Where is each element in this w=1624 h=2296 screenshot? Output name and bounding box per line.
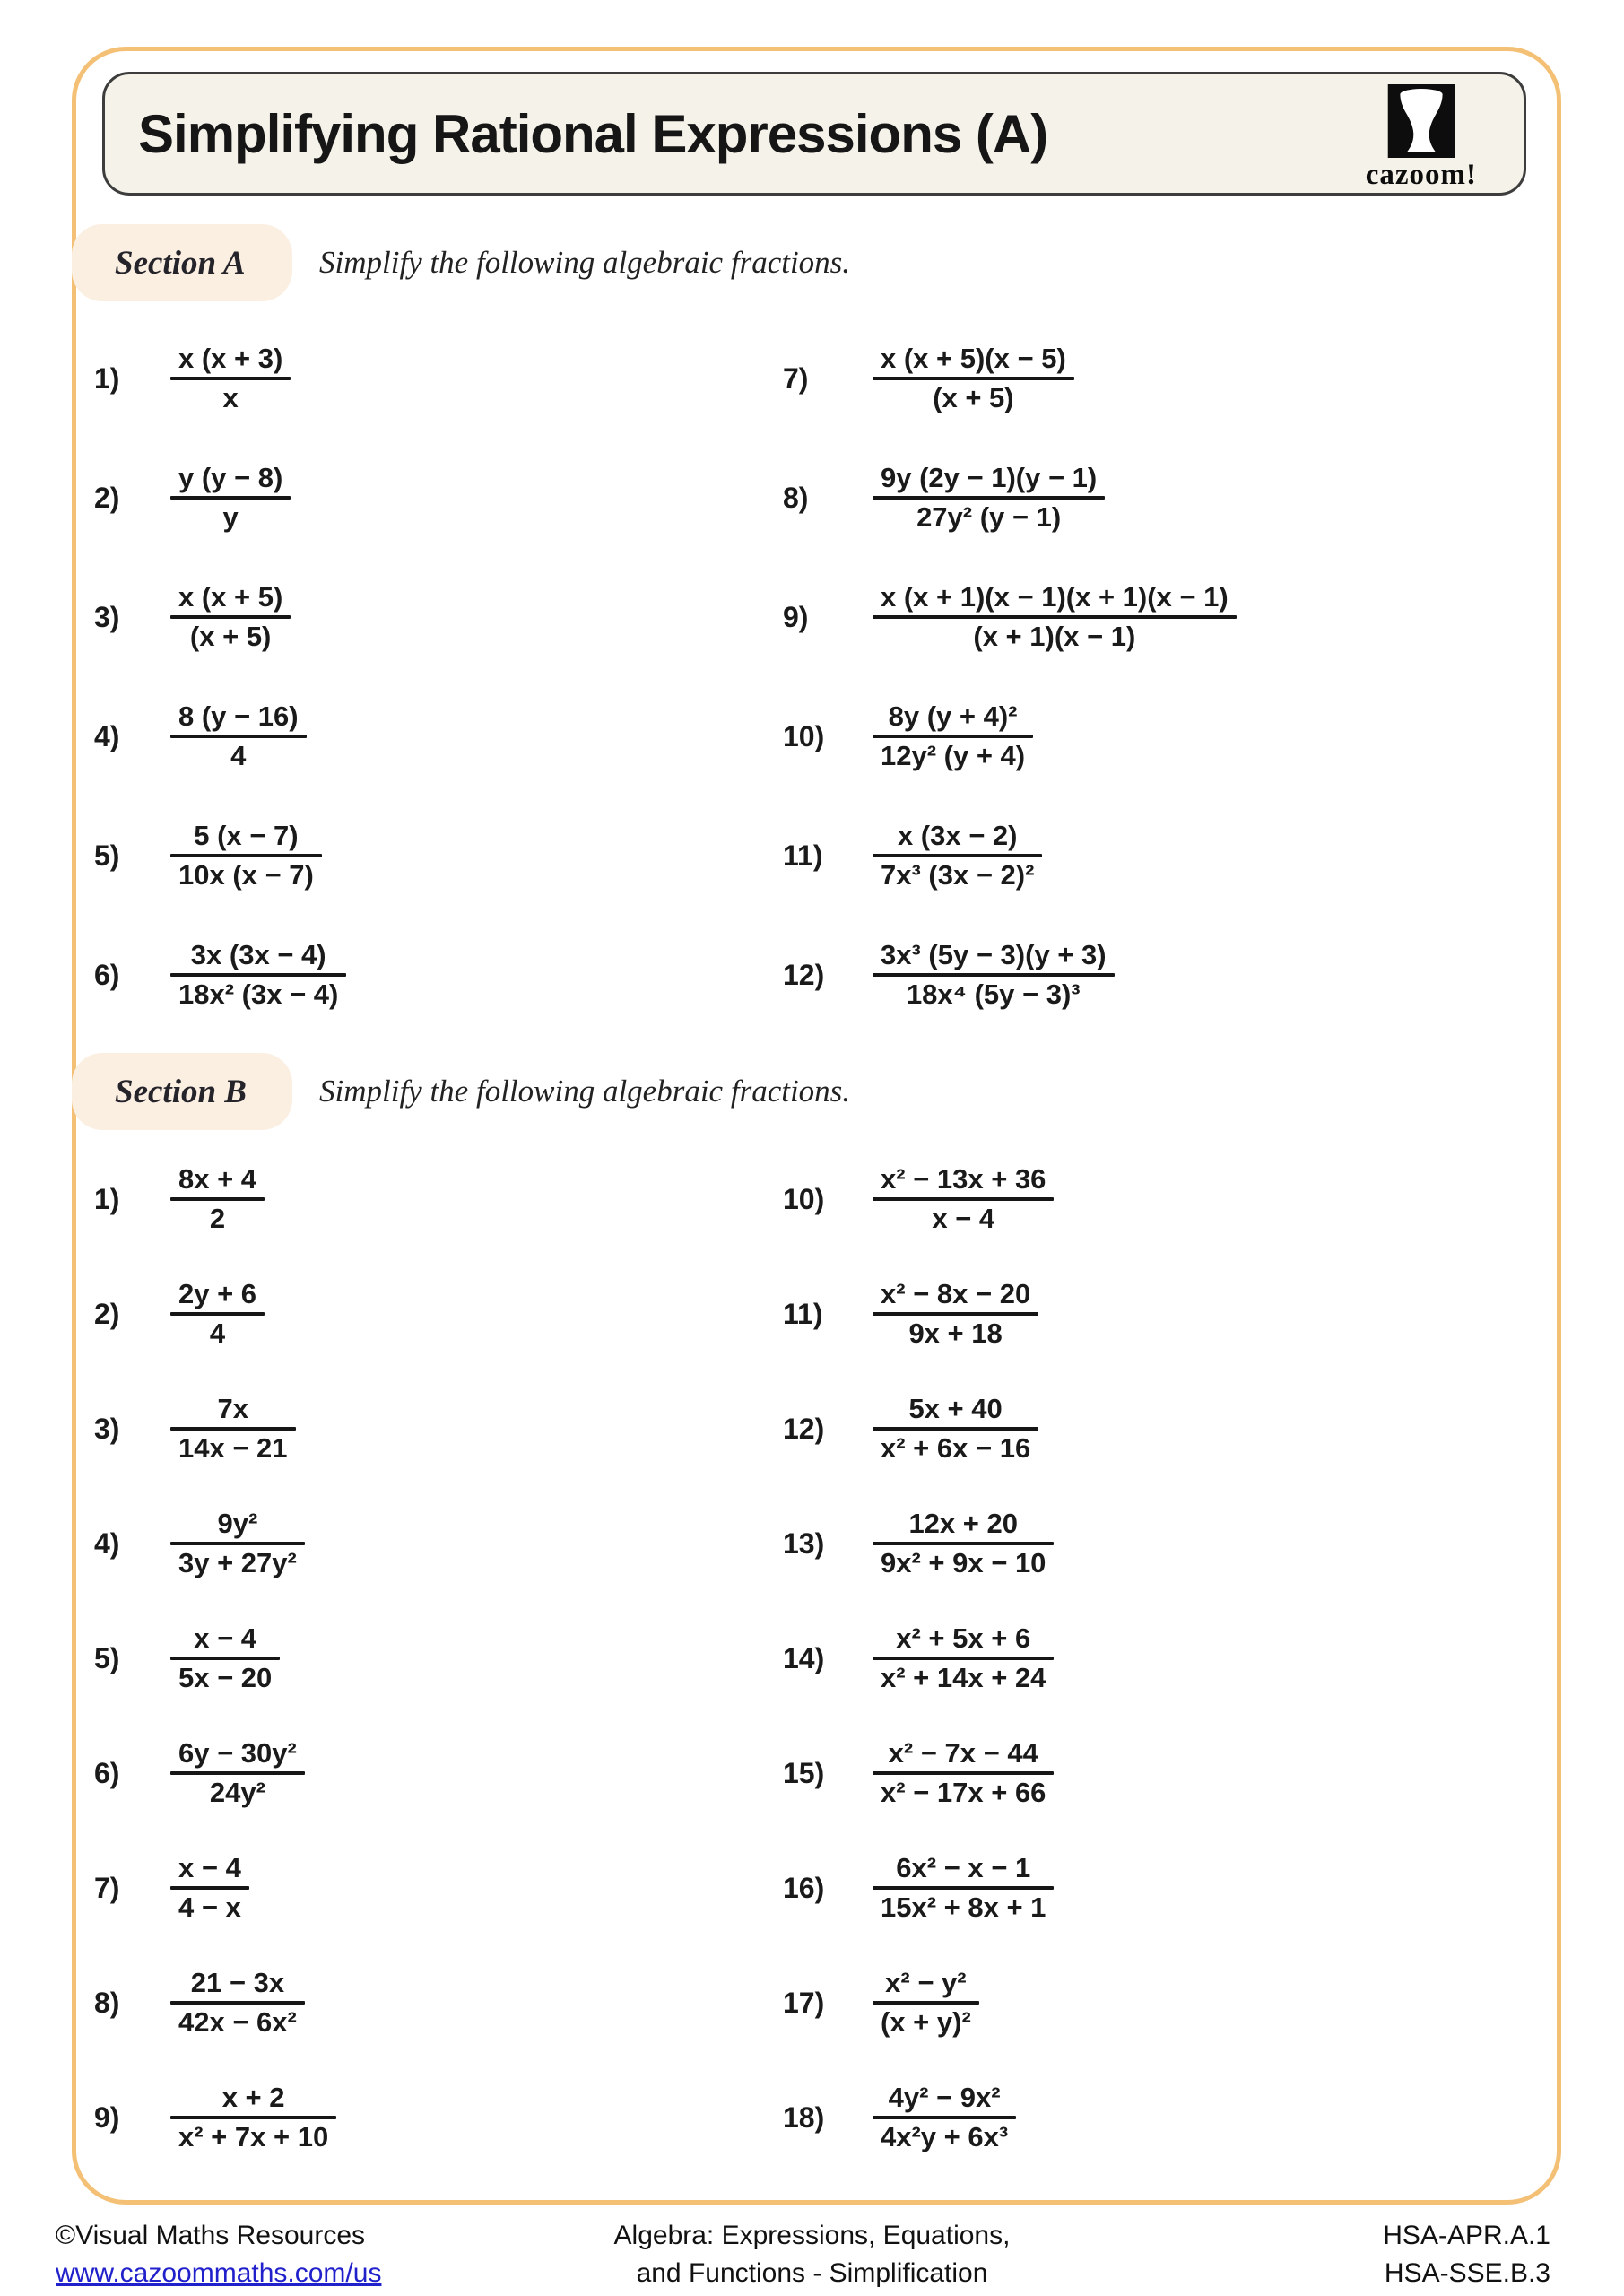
problem-number: 15) bbox=[783, 1756, 825, 1789]
problem-number: 1) bbox=[94, 361, 120, 395]
algebraic-fraction bbox=[873, 1161, 1054, 1237]
problem-row bbox=[783, 579, 1554, 655]
problem-row bbox=[94, 1391, 865, 1466]
fraction-numerator: 8x + 4 bbox=[178, 1163, 257, 1195]
problem-row bbox=[783, 818, 1554, 893]
problem-row bbox=[783, 699, 1554, 774]
standard-code-2: HSA-SSE.B.3 bbox=[1384, 2258, 1550, 2288]
fraction-denominator: 4x²y + 6x³ bbox=[881, 2121, 1009, 2152]
problem-row bbox=[783, 1621, 1554, 1696]
algebraic-fraction bbox=[170, 1391, 296, 1466]
fraction-denominator: x bbox=[222, 382, 239, 413]
fraction-denominator: (x + 5) bbox=[189, 621, 272, 652]
problem-number: 13) bbox=[783, 1526, 825, 1560]
section-a-header bbox=[72, 224, 850, 301]
problem-row bbox=[783, 2080, 1554, 2155]
fraction-denominator: 24y² bbox=[209, 1777, 265, 1808]
fraction-denominator: 27y² (y − 1) bbox=[916, 501, 1062, 533]
algebraic-fraction bbox=[873, 579, 1237, 655]
section-b-header bbox=[72, 1053, 850, 1130]
topic-line-1: Algebra: Expressions, Equations, bbox=[613, 2221, 1011, 2250]
fraction-numerator: x (3x − 2) bbox=[897, 820, 1018, 851]
algebraic-fraction bbox=[873, 2080, 1016, 2155]
cazoom-logo-text: cazoom! bbox=[1365, 159, 1477, 191]
algebraic-fraction bbox=[873, 341, 1074, 416]
problem-row bbox=[94, 1735, 865, 1811]
problem-number: 18) bbox=[783, 2100, 825, 2134]
fraction-denominator: y bbox=[222, 501, 239, 533]
section-b-instruction: Simplify the following algebraic fractions. bbox=[319, 1074, 851, 1109]
problem-row bbox=[783, 1850, 1554, 1926]
problem-row bbox=[783, 1161, 1554, 1237]
problem-row bbox=[94, 460, 865, 535]
fraction-numerator: 12x + 20 bbox=[908, 1508, 1018, 1539]
fraction-numerator: 3x (3x − 4) bbox=[190, 939, 326, 970]
problem-row bbox=[94, 1850, 865, 1926]
section-a-label: Section A bbox=[115, 244, 246, 282]
fraction-denominator: 12y² (y + 4) bbox=[881, 740, 1026, 771]
algebraic-fraction bbox=[170, 699, 307, 774]
fraction-numerator: x² − 13x + 36 bbox=[881, 1163, 1046, 1195]
fraction-denominator: 10x (x − 7) bbox=[178, 859, 314, 891]
problem-number: 2) bbox=[94, 481, 120, 514]
problem-number: 11) bbox=[783, 839, 823, 872]
fraction-numerator: x (x + 3) bbox=[178, 343, 283, 374]
problem-number: 8) bbox=[94, 1986, 120, 2019]
fraction-denominator: 7x³ (3x − 2)² bbox=[881, 859, 1035, 891]
problem-row bbox=[94, 1276, 865, 1352]
algebraic-fraction bbox=[170, 341, 291, 416]
fraction-denominator: 5x − 20 bbox=[178, 1662, 273, 1693]
fraction-numerator: 9y (2y − 1)(y − 1) bbox=[881, 462, 1098, 493]
problem-number: 7) bbox=[94, 1871, 120, 1904]
algebraic-fraction bbox=[873, 818, 1042, 893]
problem-row bbox=[94, 699, 865, 774]
section-a-right-column bbox=[783, 341, 1554, 1057]
fraction-denominator: 4 bbox=[230, 740, 247, 771]
algebraic-fraction bbox=[873, 1276, 1038, 1352]
topic-line-2: and Functions - Simplification bbox=[636, 2258, 988, 2288]
footer-topic bbox=[0, 2217, 1624, 2292]
worksheet-title: Simplifying Rational Expressions (A) bbox=[138, 103, 1048, 164]
problem-row bbox=[94, 1965, 865, 2040]
algebraic-fraction bbox=[170, 1850, 249, 1926]
algebraic-fraction bbox=[170, 1621, 280, 1696]
algebraic-fraction bbox=[170, 1506, 305, 1581]
fraction-numerator: 8 (y − 16) bbox=[178, 700, 299, 732]
algebraic-fraction bbox=[873, 1965, 979, 2040]
problem-number: 4) bbox=[94, 719, 120, 752]
problem-row bbox=[94, 937, 865, 1013]
section-a-label-pill bbox=[72, 224, 292, 301]
fraction-numerator: x − 4 bbox=[178, 1852, 241, 1883]
algebraic-fraction bbox=[170, 1735, 305, 1811]
algebraic-fraction bbox=[873, 937, 1115, 1013]
title-box bbox=[102, 72, 1526, 196]
fraction-denominator: 3y + 27y² bbox=[178, 1547, 297, 1578]
problem-number: 3) bbox=[94, 600, 120, 633]
fraction-denominator: 9x + 18 bbox=[908, 1318, 1003, 1349]
problem-row bbox=[783, 1391, 1554, 1466]
section-a-left-column bbox=[94, 341, 865, 1057]
algebraic-fraction bbox=[170, 1161, 265, 1237]
problem-number: 12) bbox=[783, 958, 825, 991]
fraction-denominator: 4 bbox=[209, 1318, 226, 1349]
algebraic-fraction bbox=[873, 699, 1033, 774]
algebraic-fraction bbox=[170, 460, 291, 535]
fraction-denominator: 18x⁴ (5y − 3)³ bbox=[906, 978, 1081, 1010]
problem-number: 5) bbox=[94, 839, 120, 872]
fraction-numerator: x + 2 bbox=[221, 2082, 285, 2113]
problem-row bbox=[94, 1161, 865, 1237]
standard-code-1: HSA-APR.A.1 bbox=[1383, 2221, 1550, 2250]
problem-number: 11) bbox=[783, 1297, 823, 1330]
fraction-numerator: x² − 8x − 20 bbox=[881, 1278, 1031, 1309]
problem-number: 16) bbox=[783, 1871, 825, 1904]
fraction-denominator: x² + 14x + 24 bbox=[881, 1662, 1046, 1693]
problem-number: 2) bbox=[94, 1297, 120, 1330]
fraction-denominator: x − 4 bbox=[932, 1203, 995, 1234]
algebraic-fraction bbox=[873, 1850, 1054, 1926]
problem-number: 4) bbox=[94, 1526, 120, 1560]
problem-row bbox=[94, 1621, 865, 1696]
algebraic-fraction bbox=[170, 1965, 305, 2040]
fraction-numerator: 7x bbox=[217, 1393, 249, 1424]
fraction-numerator: 8y (y + 4)² bbox=[888, 700, 1018, 732]
fraction-numerator: 2y + 6 bbox=[178, 1278, 257, 1309]
section-b-label-pill bbox=[72, 1053, 292, 1130]
fraction-denominator: 2 bbox=[209, 1203, 226, 1234]
algebraic-fraction bbox=[873, 1735, 1054, 1811]
fraction-numerator: 6y − 30y² bbox=[178, 1737, 297, 1769]
problem-number: 14) bbox=[783, 1641, 825, 1674]
fraction-denominator: 15x² + 8x + 1 bbox=[881, 1892, 1046, 1923]
algebraic-fraction bbox=[170, 937, 346, 1013]
problem-number: 9) bbox=[783, 600, 809, 633]
problem-row bbox=[94, 818, 865, 893]
problem-row bbox=[783, 1965, 1554, 2040]
fraction-denominator: x² − 17x + 66 bbox=[881, 1777, 1046, 1808]
algebraic-fraction bbox=[873, 460, 1105, 535]
fraction-denominator: (x + 5) bbox=[933, 382, 1014, 413]
problem-row bbox=[783, 1735, 1554, 1811]
fraction-numerator: x (x + 5) bbox=[178, 581, 283, 613]
section-b-right-column bbox=[783, 1161, 1554, 2195]
algebraic-fraction bbox=[170, 2080, 336, 2155]
fraction-denominator: 9x² + 9x − 10 bbox=[881, 1547, 1046, 1578]
fraction-numerator: x² − y² bbox=[885, 1967, 967, 1998]
fraction-numerator: 4y² − 9x² bbox=[888, 2082, 1001, 2113]
cazoom-drum-icon bbox=[1386, 84, 1456, 158]
fraction-denominator: (x + 1)(x − 1) bbox=[973, 621, 1136, 652]
fraction-denominator: x² + 7x + 10 bbox=[178, 2121, 329, 2152]
fraction-numerator: 21 − 3x bbox=[190, 1967, 285, 1998]
problem-row bbox=[94, 579, 865, 655]
fraction-numerator: 5x + 40 bbox=[908, 1393, 1003, 1424]
problem-row bbox=[783, 1506, 1554, 1581]
problem-number: 17) bbox=[783, 1986, 825, 2019]
fraction-numerator: x² − 7x − 44 bbox=[888, 1737, 1038, 1769]
algebraic-fraction bbox=[873, 1391, 1038, 1466]
fraction-denominator: 42x − 6x² bbox=[178, 2006, 297, 2038]
problem-number: 6) bbox=[94, 1756, 120, 1789]
algebraic-fraction bbox=[873, 1621, 1054, 1696]
cazoom-website-link[interactable]: www.cazoommaths.com/us bbox=[56, 2258, 382, 2288]
section-b-label: Section B bbox=[115, 1073, 247, 1110]
problem-number: 7) bbox=[783, 361, 809, 395]
problem-row bbox=[783, 460, 1554, 535]
page-footer bbox=[0, 2217, 1624, 2296]
fraction-denominator: x² + 6x − 16 bbox=[881, 1432, 1031, 1464]
problem-number: 6) bbox=[94, 958, 120, 991]
problem-number: 12) bbox=[783, 1412, 825, 1445]
fraction-numerator: x − 4 bbox=[194, 1622, 257, 1654]
problem-row bbox=[94, 1506, 865, 1581]
problem-row bbox=[783, 341, 1554, 416]
fraction-numerator: x (x + 5)(x − 5) bbox=[881, 343, 1066, 374]
algebraic-fraction bbox=[873, 1506, 1054, 1581]
fraction-numerator: 9y² bbox=[217, 1508, 258, 1539]
problem-number: 5) bbox=[94, 1641, 120, 1674]
fraction-numerator: x² + 5x + 6 bbox=[896, 1622, 1031, 1654]
algebraic-fraction bbox=[170, 1276, 265, 1352]
problem-number: 1) bbox=[94, 1182, 120, 1215]
problem-row bbox=[94, 2080, 865, 2155]
section-b-left-column bbox=[94, 1161, 865, 2195]
fraction-denominator: 18x² (3x − 4) bbox=[178, 978, 339, 1010]
problem-number: 8) bbox=[783, 481, 809, 514]
fraction-denominator: (x + y)² bbox=[881, 2006, 971, 2038]
algebraic-fraction bbox=[170, 818, 322, 893]
fraction-numerator: y (y − 8) bbox=[178, 462, 283, 493]
fraction-denominator: 14x − 21 bbox=[178, 1432, 288, 1464]
fraction-numerator: 3x³ (5y − 3)(y + 3) bbox=[881, 939, 1107, 970]
problem-number: 3) bbox=[94, 1412, 120, 1445]
cazoom-logo bbox=[1366, 84, 1477, 192]
problem-row bbox=[783, 1276, 1554, 1352]
fraction-numerator: x (x + 1)(x − 1)(x + 1)(x − 1) bbox=[881, 581, 1229, 613]
algebraic-fraction bbox=[170, 579, 291, 655]
copyright-text: ©Visual Maths Resources bbox=[56, 2221, 366, 2250]
problem-row bbox=[94, 341, 865, 416]
footer-standards bbox=[1383, 2217, 1550, 2292]
problem-number: 10) bbox=[783, 719, 825, 752]
problem-number: 10) bbox=[783, 1182, 825, 1215]
fraction-denominator: 4 − x bbox=[178, 1892, 241, 1923]
section-a-instruction: Simplify the following algebraic fractions. bbox=[319, 245, 851, 280]
problem-number: 9) bbox=[94, 2100, 120, 2134]
fraction-numerator: 5 (x − 7) bbox=[194, 820, 299, 851]
problem-row bbox=[783, 937, 1554, 1013]
fraction-numerator: 6x² − x − 1 bbox=[896, 1852, 1031, 1883]
